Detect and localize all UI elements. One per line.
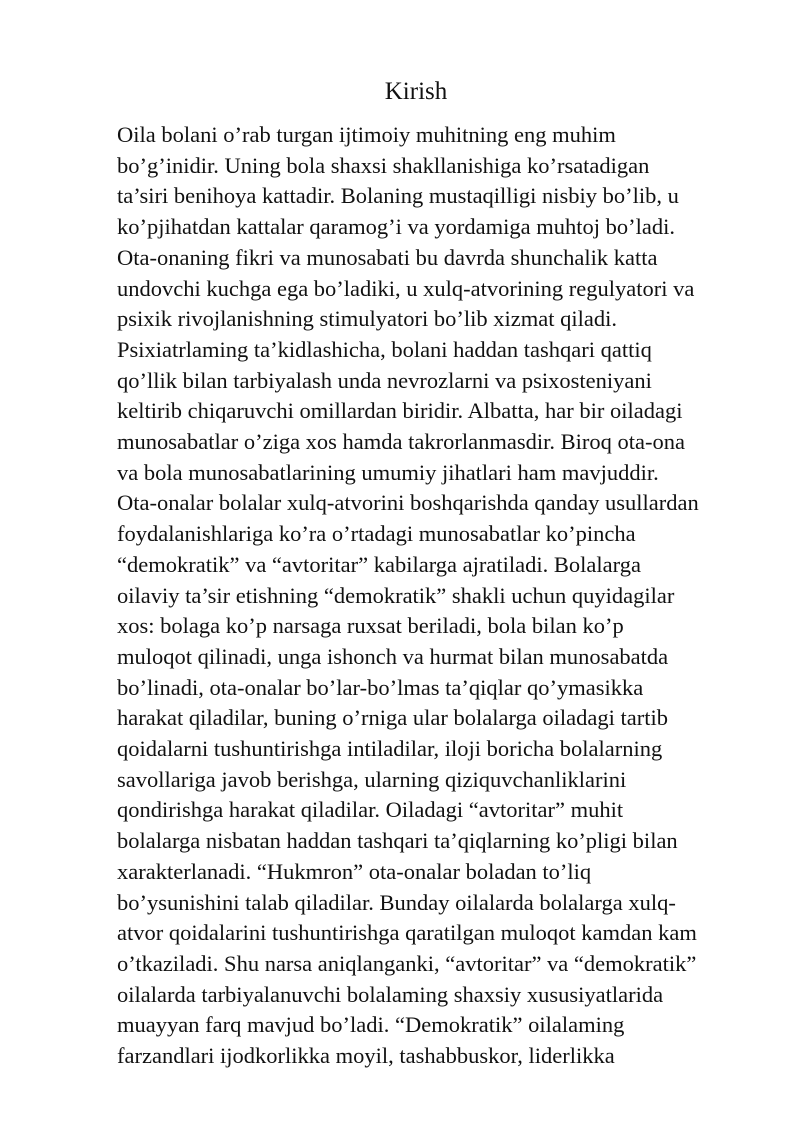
body-text [117, 120, 767, 1072]
text-line: qondirishga harakat qiladilar. Oiladagi “avtoritar” muhit [117, 797, 624, 823]
text-line: harakat qiladilar, buning o’rniga ular bolalarga oiladagi tartib [117, 705, 668, 731]
text-line: Psixiatrlaming ta’kidlashicha, bolani haddan tashqari qattiq [117, 336, 652, 362]
text-line: oilalarda tarbiyalanuvchi bolalaming shaxsiy xususiyatlarida [117, 981, 664, 1007]
text-line: keltirib chiqaruvchi omillardan biridir. Albatta, har bir oiladagi [117, 398, 683, 424]
text-line: atvor qoidalarini tushuntirishga qaratilgan muloqot kamdan kam [117, 920, 697, 946]
text-line: farzandlari ijodkorlikka moyil, tashabbuskor, liderlikka [117, 1043, 615, 1069]
text-line: muayyan farq mavjud bo’ladi. “Demokratik” oilalaming [117, 1012, 625, 1038]
text-line: psixik rivojlanishning stimulyatori bo’lib xizmat qiladi. [117, 306, 617, 332]
text-line: oilaviy ta’sir etishning “demokratik” shakli uchun quyidagilar [117, 582, 675, 608]
text-line: va bola munosabatlarining umumiy jihatlari ham mavjuddir. [117, 459, 659, 485]
text-line: Ota-onalar bolalar xulq-atvorini boshqarishda qanday usullardan [117, 490, 699, 516]
text-line: “demokratik” va “avtoritar” kabilarga ajratiladi. Bolalarga [117, 551, 641, 577]
text-line: savollariga javob berishga, ularning qiziquvchanliklarini [117, 766, 627, 792]
text-line: bo’ysunishini talab qiladilar. Bunday oilalarda bolalarga xulq- [117, 889, 676, 915]
text-line: ta’siri benihoya kattadir. Bolaning mustaqilligi nisbiy bo’lib, u [117, 183, 679, 209]
text-line: bolalarga nisbatan haddan tashqari ta’qiqlarning ko’pligi bilan [117, 828, 678, 854]
text-line: foydalanishlariga ko’ra o’rtadagi munosabatlar ko’pincha [117, 521, 636, 547]
text-line: bo’linadi, ota-onalar bo’lar-bo’lmas ta’qiqlar qo’ymasikka [117, 674, 644, 700]
text-line: o’tkaziladi. Shu narsa aniqlanganki, “avtoritar” va “demokratik” [117, 950, 697, 976]
text-line: qoidalarni tushuntirishga intiladilar, iloji boricha bolalarning [117, 736, 663, 762]
text-line: munosabatlar o’ziga xos hamda takrorlanmasdir. Biroq ota-ona [117, 429, 685, 455]
text-line: muloqot qilinadi, unga ishonch va hurmat bilan munosabatda [117, 643, 669, 669]
text-line: xarakterlanadi. “Hukmron” ota-onalar boladan to’liq [117, 858, 592, 884]
text-line: ko’pjihatdan kattalar qaramog’i va yordamiga muhtoj bo’ladi. [117, 214, 675, 240]
text-line: Oila bolani o’rab turgan ijtimoiy muhitning eng muhim [117, 122, 616, 147]
text-line: Ota-onaning fikri va munosabati bu davrda shunchalik katta [117, 244, 658, 270]
text-line: bo’g’inidir. Uning bola shaxsi shakllanishiga ko’rsatadigan [117, 152, 650, 178]
page-title: Kirish [384, 78, 448, 105]
text-line: xos: bolaga ko’p narsaga ruxsat beriladi, bola bilan ko’p [117, 613, 624, 639]
text-line: qo’llik bilan tarbiyalash unda nevrozlarni va psixosteniyani [117, 367, 652, 393]
text-line: undovchi kuchga ega bo’ladiki, u xulq-atvorining regulyatori va [117, 275, 695, 301]
